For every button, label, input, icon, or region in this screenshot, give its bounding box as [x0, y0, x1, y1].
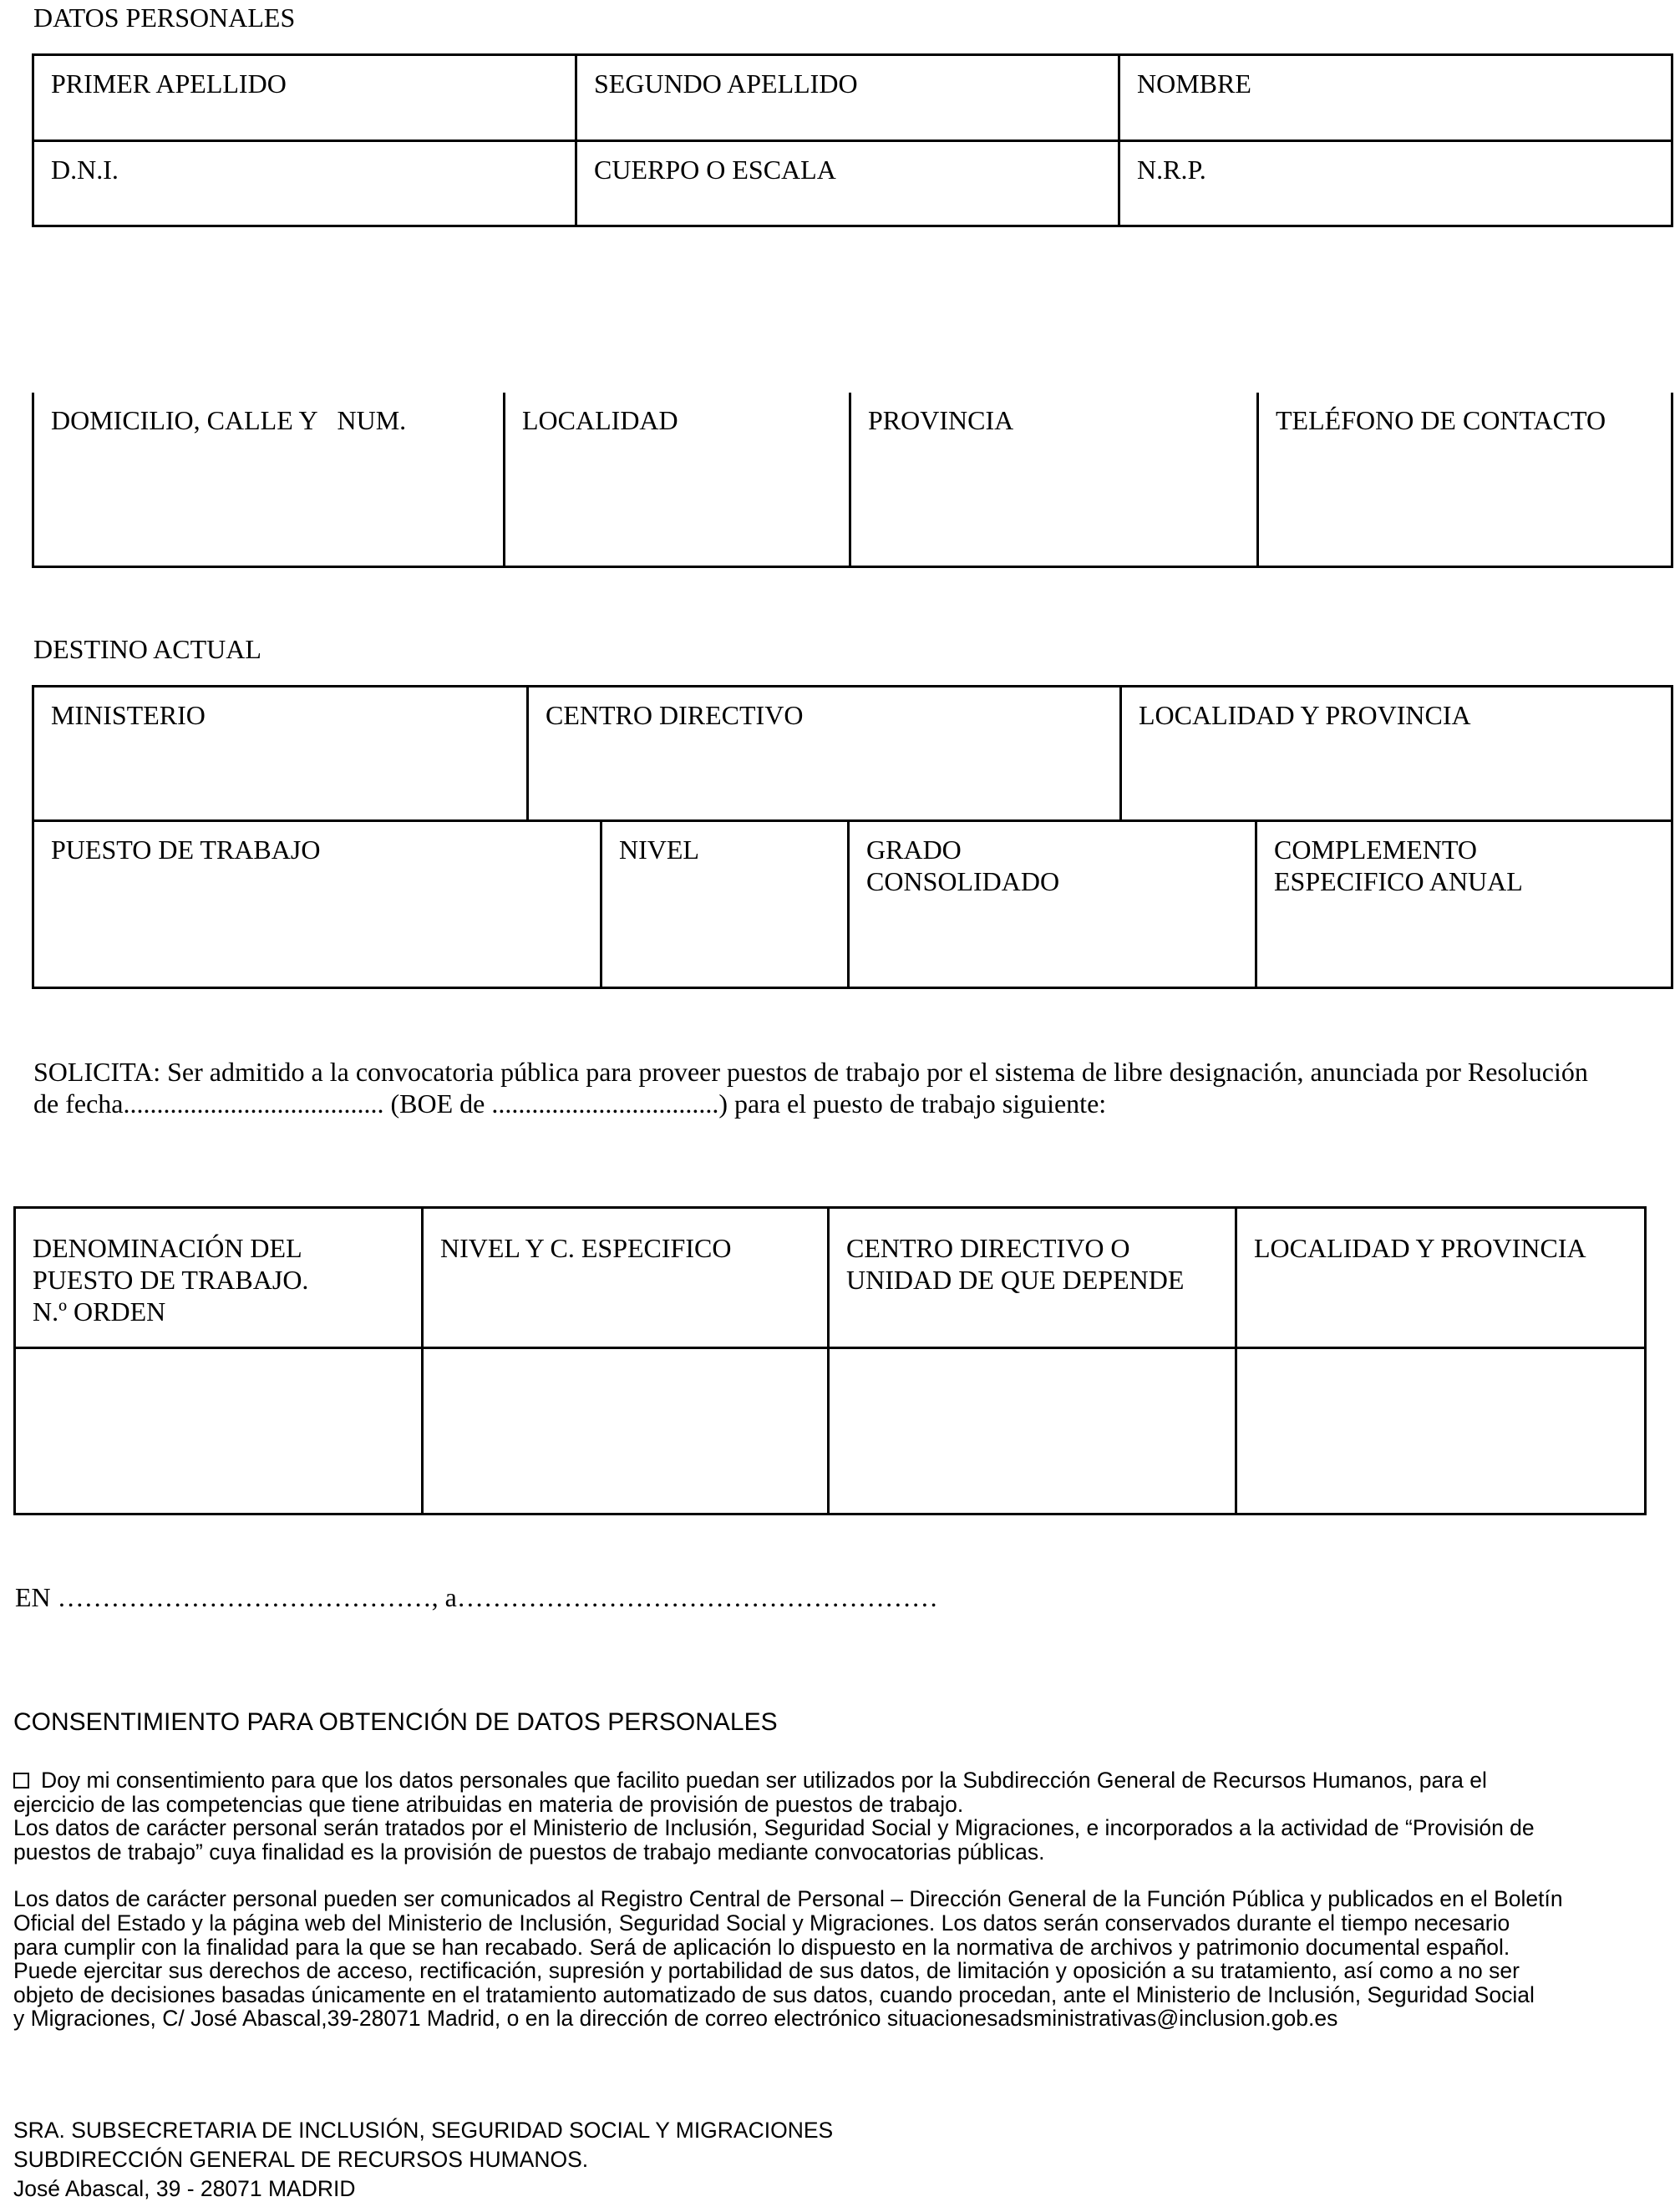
denominacion-line3: N.º ORDEN: [33, 1296, 166, 1327]
consent-checkbox[interactable]: [13, 1773, 29, 1788]
consent-title: CONSENTIMIENTO PARA OBTENCIÓN DE DATOS PERSONALES: [13, 1708, 778, 1736]
localidad-provincia-label: LOCALIDAD Y PROVINCIA: [1139, 700, 1471, 730]
destino-table-row1: [32, 685, 1673, 822]
solicita-line2: de fecha....................................... (BOE de ..................................) para el puesto de trabajo siguiente:: [33, 1088, 1107, 1119]
centro-unidad-line2: UNIDAD DE QUE DEPENDE: [846, 1265, 1185, 1295]
grado-field[interactable]: [849, 821, 1256, 988]
complemento-label-line2: ESPECIFICO ANUAL: [1274, 866, 1523, 896]
solicita-line1: SOLICITA: Ser admitido a la convocatoria pública para proveer puestos de trabajo por el sistema de libre designación, anunciada por Resolución: [33, 1057, 1588, 1087]
localidad-label: LOCALIDAD: [522, 405, 678, 435]
localidad-field[interactable]: [505, 393, 850, 567]
address-line1: SRA. SUBSECRETARIA DE INCLUSIÓN, SEGURIDAD SOCIAL Y MIGRACIONES: [13, 2118, 834, 2143]
complemento-label-line1: COMPLEMENTO: [1274, 835, 1477, 865]
consent-line: y Migraciones, C/ José Abascal,39-28071 Madrid, o en la dirección de correo electrónico situacionesadsministrativas@inclusion.gob.es: [13, 2006, 1338, 2031]
denominacion-line2: PUESTO DE TRABAJO.: [33, 1265, 309, 1295]
nombre-field[interactable]: [1119, 55, 1672, 141]
ministerio-field[interactable]: [33, 687, 528, 821]
telefono-field[interactable]: [1258, 393, 1672, 567]
consent-line: Puede ejercitar sus derechos de acceso, rectificación, supresión y portabilidad de sus datos, de limitación y oposición a su tratamiento, así como a no ser: [13, 1958, 1520, 1984]
personal-table-row1: [32, 53, 1673, 227]
place-date-line: EN ……………………………………, a………………………………………………: [15, 1582, 938, 1612]
segundo-apellido-label: SEGUNDO APELLIDO: [594, 68, 858, 99]
consent-line: ejercicio de las competencias que tiene atribuidas en materia de provisión de puestos de trabajo.: [13, 1791, 964, 1817]
domicilio-field[interactable]: [33, 393, 505, 567]
telefono-label: TELÉFONO DE CONTACTO: [1276, 405, 1606, 435]
denominacion-line1: DENOMINACIÓN DEL: [33, 1233, 302, 1263]
destino-table-row2: [32, 819, 1673, 989]
provincia-label: PROVINCIA: [868, 405, 1014, 435]
ministerio-label: MINISTERIO: [51, 700, 206, 730]
nombre-label: NOMBRE: [1137, 68, 1251, 99]
grado-label-line1: GRADO: [866, 835, 962, 865]
recipient-address: [13, 2116, 833, 2204]
dni-label: D.N.I.: [51, 154, 119, 185]
puesto-trabajo-field[interactable]: [33, 821, 601, 988]
consent-text: [13, 1768, 1680, 2031]
provincia-field[interactable]: [850, 393, 1258, 567]
domicilio-label: DOMICILIO, CALLE Y NUM.: [51, 405, 407, 435]
nrp-field[interactable]: [1119, 140, 1672, 226]
personal-heading: DATOS PERSONALES: [33, 3, 296, 33]
primer-apellido-label: PRIMER APELLIDO: [51, 68, 287, 99]
localidad-provincia-header: [1236, 1208, 1646, 1348]
address-line2: SUBDIRECCIÓN GENERAL DE RECURSOS HUMANOS.: [13, 2147, 589, 2172]
nivel-label: NIVEL: [619, 835, 699, 865]
consent-line: puestos de trabajo” cuya finalidad es la provisión de puestos de trabajo mediante convocatorias públicas.: [13, 1839, 1045, 1865]
centro-unidad-header: [829, 1208, 1236, 1348]
consent-line: objeto de decisiones basadas únicamente en el tratamiento automatizado de sus datos, cuando procedan, ante el Ministerio de Inclusión, Seguridad Social: [13, 1981, 1535, 2007]
nivel-field[interactable]: [601, 821, 849, 988]
segundo-apellido-field[interactable]: [576, 55, 1119, 141]
nivel-input-cell[interactable]: [423, 1348, 829, 1514]
cuerpo-label: CUERPO O ESCALA: [594, 154, 836, 185]
centro-unidad-line1: CENTRO DIRECTIVO O: [846, 1233, 1130, 1263]
destino-heading: DESTINO ACTUAL: [33, 634, 261, 664]
consent-line: Oficial del Estado y la página web del Ministerio de Inclusión, Seguridad Social y Migraciones. Los datos serán conservados durante el tiempo necesario: [13, 1910, 1510, 1936]
localidad-input-cell[interactable]: [1236, 1348, 1646, 1514]
personal-table-row2: [32, 393, 1673, 568]
puesto-table: [13, 1206, 1647, 1515]
nivel-c-especifico-header: [423, 1208, 829, 1348]
puesto-localidad-label: LOCALIDAD Y PROVINCIA: [1254, 1233, 1586, 1263]
nrp-label: N.R.P.: [1137, 154, 1206, 185]
consent-line: Los datos de carácter personal pueden ser comunicados al Registro Central de Personal – Dirección General de la Función Pública y publicados en el Boletín: [13, 1886, 1563, 1912]
nivel-c-especifico-label: NIVEL Y C. ESPECIFICO: [440, 1233, 732, 1263]
puesto-trabajo-label: PUESTO DE TRABAJO: [51, 835, 321, 865]
grado-label-line2: CONSOLIDADO: [866, 866, 1060, 896]
denominacion-input-cell[interactable]: [15, 1348, 423, 1514]
centro-directivo-field[interactable]: [528, 687, 1121, 821]
centro-directivo-label: CENTRO DIRECTIVO: [546, 700, 804, 730]
complemento-field[interactable]: [1256, 821, 1672, 988]
cuerpo-field[interactable]: [576, 140, 1119, 226]
denominacion-header: [15, 1208, 423, 1348]
primer-apellido-field[interactable]: [33, 55, 576, 141]
consent-checkbox-line: [13, 1768, 1680, 1793]
solicita-paragraph: [33, 1056, 1671, 1119]
consent-checkbox-text: Doy mi consentimiento para que los datos personales que facilito puedan ser utilizados por la Subdirección General de Recursos Humanos, para el: [41, 1768, 1487, 1793]
centro-input-cell[interactable]: [829, 1348, 1236, 1514]
dni-field[interactable]: [33, 140, 576, 226]
localidad-provincia-field[interactable]: [1121, 687, 1672, 821]
consent-line: Los datos de carácter personal serán tratados por el Ministerio de Inclusión, Seguridad Social y Migraciones, e incorporados a la actividad de “Provisión de: [13, 1815, 1535, 1841]
consent-line: para cumplir con la finalidad para la que se han recabado. Será de aplicación lo dispuesto en la normativa de archivos y patrimonio documental español.: [13, 1934, 1510, 1960]
address-line3: José Abascal, 39 - 28071 MADRID: [13, 2176, 356, 2201]
